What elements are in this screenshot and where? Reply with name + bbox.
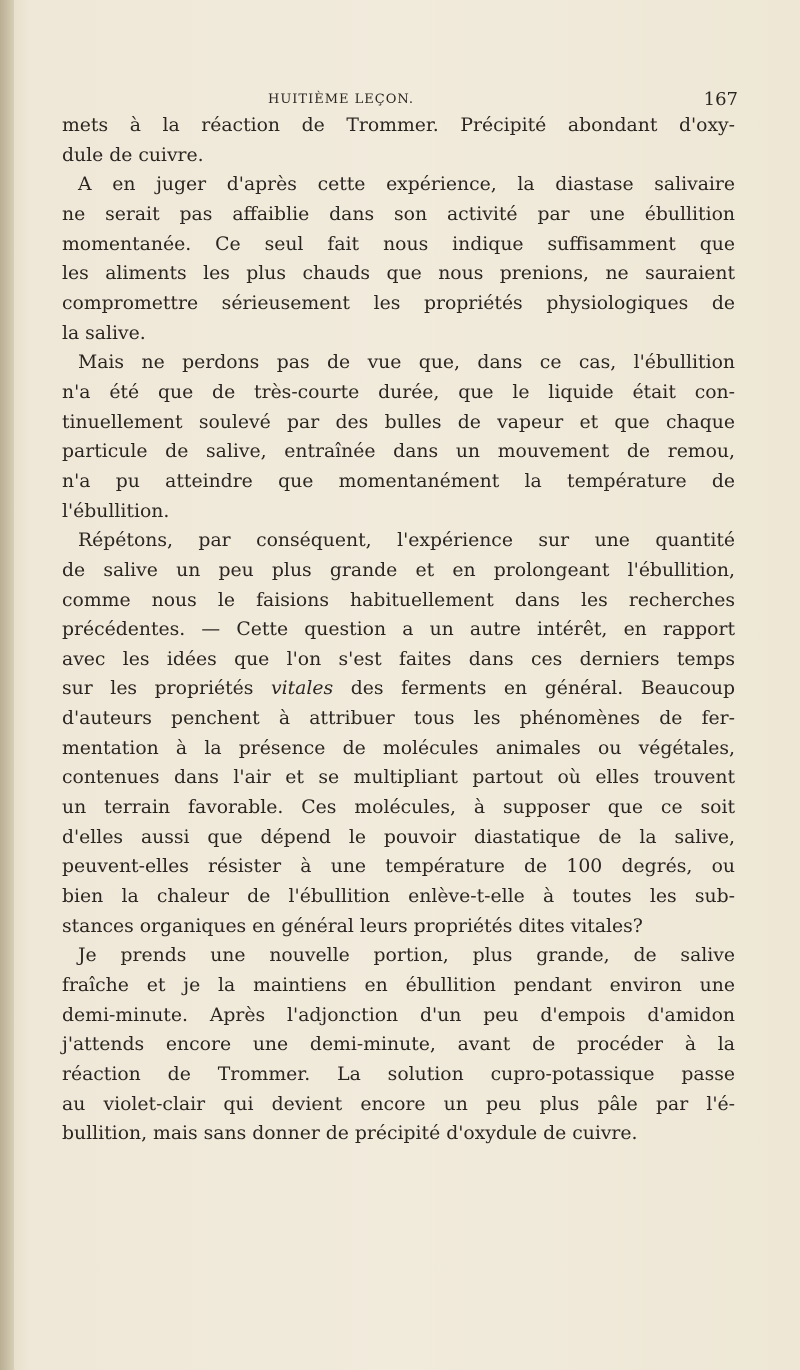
- text-line: momentanée. Ce seul fait nous indique suffisamment que: [62, 233, 735, 255]
- text-line: ne serait pas affaiblie dans son activité par une ébullition: [62, 203, 735, 225]
- text-line: fraîche et je la maintiens en ébullition pendant environ une: [62, 975, 735, 997]
- text-line: n'a pu atteindre que momentanément la température de: [62, 470, 735, 492]
- text-line: l'ébullition.: [62, 500, 170, 522]
- text-line: de salive un peu plus grande et en prolongeant l'ébullition,: [62, 559, 735, 581]
- text-line: d'auteurs penchent à attribuer tous les phénomènes de fer-: [62, 708, 735, 730]
- text-line: compromettre sérieusement les propriétés physiologiques de: [62, 292, 735, 314]
- text-line: la salive.: [62, 322, 146, 344]
- text-line: réaction de Trommer. La solution cupro-potassique passe: [62, 1064, 735, 1085]
- text-line: particule de salive, entraînée dans un mouvement de remou,: [62, 441, 735, 463]
- italic-word: vitales: [271, 678, 334, 700]
- text-line: avec les idées que l'on s'est faites dans ces derniers temps: [62, 648, 735, 670]
- text-line: les aliments les plus chauds que nous prenions, ne sauraient: [62, 263, 735, 285]
- text-line: au violet-clair qui devient encore un peu plus pâle par l'é-: [62, 1093, 735, 1115]
- text-line: précédentes. — Cette question a un autre intérêt, en rapport: [62, 619, 735, 641]
- text-line: tinuellement soulevé par des bulles de vapeur et que chaque: [62, 411, 735, 433]
- text-line: mets à la réaction de Trommer. Précipité abondant d'oxy-: [62, 115, 735, 136]
- text-line: contenues dans l'air et se multipliant partout où elles trouvent: [62, 767, 735, 789]
- text-line: bullition, mais sans donner de précipité d'oxydule de cuivre.: [62, 1123, 638, 1145]
- text-line: mentation à la présence de molécules animales ou végétales,: [62, 737, 735, 759]
- text-line: peuvent-elles résister à une température de 100 degrés, ou: [62, 856, 735, 878]
- text-line: stances organiques en général leurs propriétés dites vitales?: [62, 915, 643, 937]
- text-line: d'elles aussi que dépend le pouvoir diastatique de la salive,: [62, 826, 735, 848]
- page-number: 167: [703, 89, 738, 110]
- text-line: [62, 674, 735, 704]
- body-text: [62, 111, 735, 1149]
- text-segment: des ferments en général. Beaucoup: [333, 678, 735, 700]
- text-line: demi-minute. Après l'adjonction d'un peu d'empois d'amidon: [62, 1004, 735, 1026]
- text-line: n'a été que de très-courte durée, que le liquide était con-: [62, 381, 735, 403]
- text-line: Mais ne perdons pas de vue que, dans ce cas, l'ébullition: [78, 352, 735, 374]
- text-line: Répétons, par conséquent, l'expérience sur une quantité: [78, 530, 735, 552]
- running-title: HUITIÈME LEÇON.: [268, 92, 415, 107]
- text-line: Je prends une nouvelle portion, plus grande, de salive: [78, 945, 735, 967]
- text-line: comme nous le faisions habituellement dans les recherches: [62, 589, 735, 611]
- text-line: bien la chaleur de l'ébullition enlève-t-elle à toutes les sub-: [62, 886, 735, 908]
- text-segment: sur les propriétés: [62, 678, 271, 700]
- text-line: un terrain favorable. Ces molécules, à supposer que ce soit: [62, 797, 735, 819]
- page-gutter: [0, 0, 14, 1370]
- text-line: A en juger d'après cette expérience, la diastase salivaire: [78, 174, 735, 196]
- text-line: j'attends encore une demi-minute, avant de procéder à la: [62, 1034, 735, 1056]
- text-line: dule de cuivre.: [62, 144, 204, 166]
